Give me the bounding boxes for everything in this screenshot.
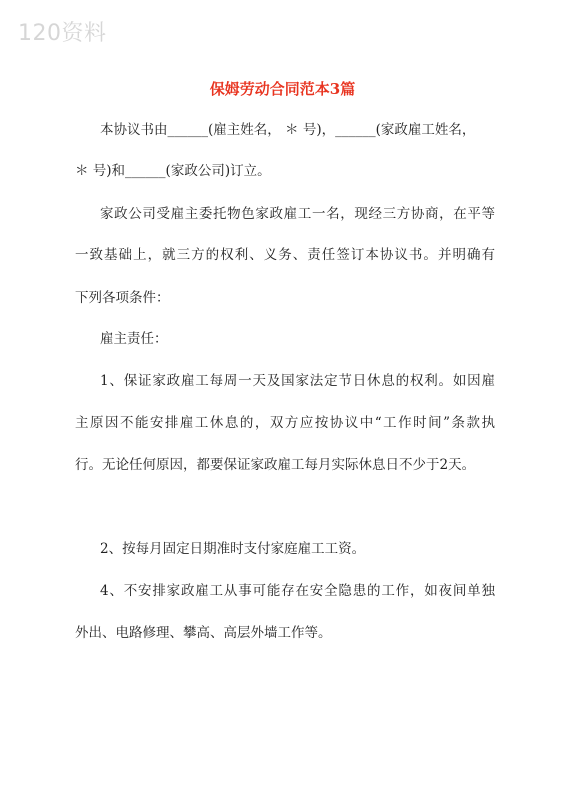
paragraph-line: 4、不安排家政雇工从事可能存在安全隐患的工作，如夜间单独 [100, 583, 495, 599]
paragraph-line: 外出、电路修理、攀高、高层外墙工作等。 [75, 625, 332, 641]
paragraph-line: 家政公司受雇主委托物色家政雇工一名，现经三方协商，在平等 [100, 206, 495, 222]
paragraph-line: ＊ 号)和______(家政公司)订立。 [75, 163, 271, 179]
paragraph-line: 行。无论任何原因，都要保证家政雇工每月实际休息日不少于2天。 [75, 457, 476, 473]
paragraph-line: 主原因不能安排雇工休息的，双方应按协议中“工作时间”条款执 [75, 415, 495, 431]
section-heading: 雇主责任： [100, 331, 168, 347]
paragraph-line: 下列各项条件： [75, 290, 170, 306]
paragraph-line: 一致基础上，就三方的权利、义务、责任签订本协议书。并明确有 [75, 247, 495, 263]
paragraph-line: 本协议书由______(雇主姓名， ＊ 号)，______(家政雇工姓名， [100, 122, 476, 138]
watermark-logo: 120资料 [18, 21, 107, 46]
document-title: 保姆劳动合同范本3篇 [209, 80, 356, 98]
paragraph-line: 1、保证家政雇工每周一天及国家法定节日休息的权利。如因雇 [100, 373, 495, 389]
paragraph-line: 2、按每月固定日期准时支付家庭雇工工资。 [100, 541, 366, 557]
